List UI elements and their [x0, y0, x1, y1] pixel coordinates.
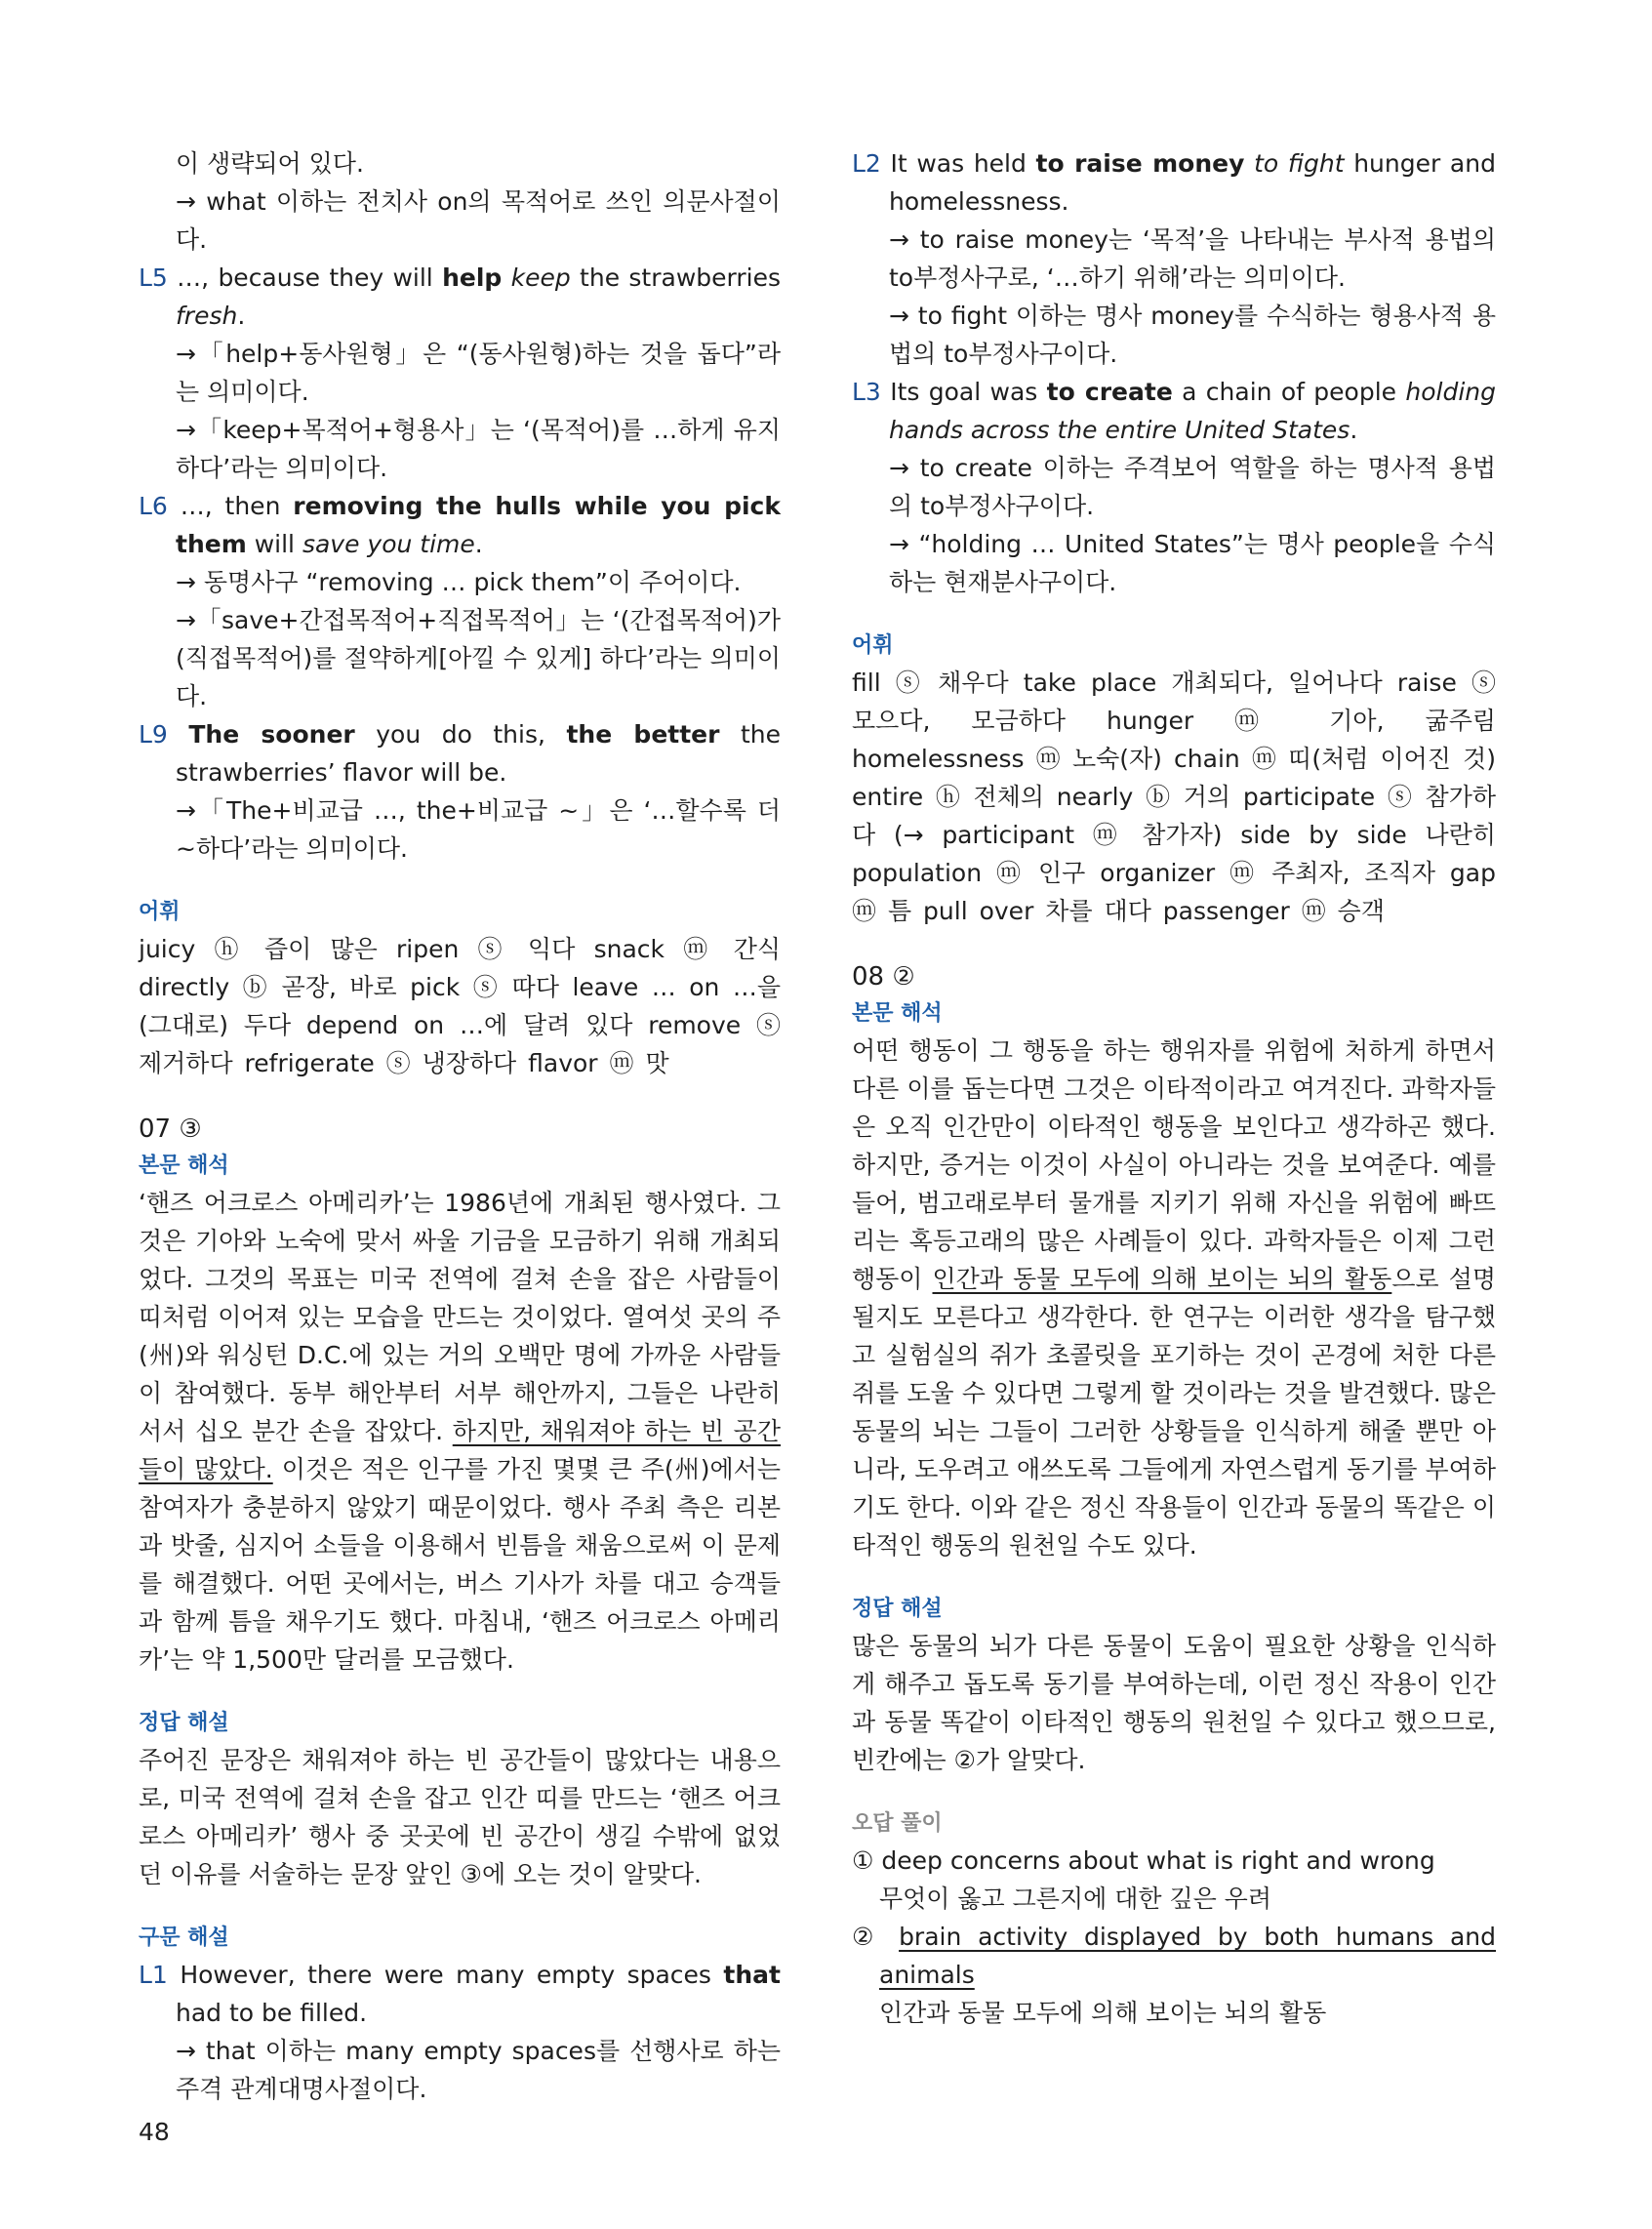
option-1-korean: 무엇이 옳고 그른지에 대한 깊은 우려	[879, 1885, 1271, 1913]
l4-continuation: 이 생략되어 있다.	[176, 149, 364, 178]
answer-heading: 정답 해설	[852, 1597, 943, 1621]
question-07-number: 07 ③	[139, 1114, 202, 1144]
line-label: L9	[139, 720, 168, 749]
vocab-list: juicy ⓗ 즙이 많은 ripen ⓢ 익다 snack ⓜ 간식 directly ⓑ 곧장, 바로 pick ⓢ 따다 leave … on …을 (그대로) 두다 depend on …에 달려 있다 remove ⓢ 제거하다 refrigerate ⓢ 냉장하다 flavor ⓜ 맛	[139, 935, 781, 1077]
l6-note-1: → 동명사구 “removing … pick them”이 주어이다.	[176, 568, 742, 596]
question-08-number: 08 ②	[852, 962, 915, 992]
l2-note-2: → to fight 이하는 명사 money를 수식하는 형용사적 용법의 to부정사구이다.	[889, 302, 1496, 368]
l3-note-2: → “holding … United States”는 명사 people을 수식하는 현재분사구이다.	[889, 530, 1496, 596]
wrong-answer-heading: 오답 풀이	[852, 1811, 943, 1836]
q07-answer-explanation: 주어진 문장은 채워져야 하는 빈 공간들이 많았다는 내용으로, 미국 전역에 걸쳐 손을 잡고 인간 띠를 만드는 ‘핸즈 어크로스 아메리카’ 행사 중 곳곳에 빈 공간이 생길 수밖에 없었던 이유를 서술하는 문장 앞인 ③에 오는 것이 알맞다.	[139, 1746, 781, 1888]
left-column	[139, 144, 781, 2108]
q08-answer-explanation: 많은 동물의 뇌가 다른 동물이 도움이 필요한 상황을 인식하게 해주고 돕도록 동기를 부여하는데, 이런 정신 작용이 인간과 동물 똑같이 이타적인 행동의 원천일 수 있다고 했으므로, 빈칸에는 ②가 알맞다.	[852, 1632, 1496, 1774]
l6-sentence: L6 …, then removing the hulls while you pick them will save you time.	[139, 492, 781, 558]
vocab-heading: 어휘	[852, 633, 894, 658]
option-1-english: deep concerns about what is right and wrong	[881, 1846, 1435, 1875]
l5-note-2: →「keep+목적어+형용사」는 ‘(목적어)를 …하게 유지하다’라는 의미이다.	[176, 416, 781, 482]
vocab-heading: 어휘	[139, 900, 181, 924]
translation-heading: 본문 해석	[139, 1154, 229, 1178]
l5-sentence: L5 …, because they will help keep the strawberries fresh.	[139, 263, 781, 330]
line-label: L1	[139, 1961, 168, 1989]
l3-sentence: L3 Its goal was to create a chain of people holding hands across the entire United States.	[852, 378, 1497, 444]
right-column	[852, 144, 1496, 2032]
l5-note-1: →「help+동사원형」은 “(동사원형)하는 것을 돕다”라는 의미이다.	[176, 340, 781, 406]
underlined-phrase: 인간과 동물 모두에 의해 보이는 뇌의 활동	[932, 1265, 1392, 1293]
l4-note: → what 이하는 전치사 on의 목적어로 쓰인 의문사절이다.	[176, 187, 781, 254]
option-2-number: ②	[852, 1923, 883, 1951]
vocab-list: fill ⓢ 채우다 take place 개최되다, 일어나다 raise ⓢ 모으다, 모금하다 hunger ⓜ 기아, 굶주림 homelessness ⓜ 노숙(자) chain ⓜ 띠(처럼 이어진 것) entire ⓗ 전체의 nearly ⓑ 거의 participate ⓢ 참가하다 (→ participant ⓜ 참가자) side by side 나란히 population ⓜ 인구 organizer ⓜ 주최자, 조직자 gap ⓜ 틈 pull over 차를 대다 passenger ⓜ 승객	[852, 669, 1496, 925]
page-number: 48	[139, 2118, 170, 2146]
line-label: L6	[139, 492, 168, 520]
line-label: L3	[852, 378, 881, 406]
option-1-number: ①	[852, 1846, 874, 1875]
translation-heading: 본문 해석	[852, 1001, 943, 1026]
option-1	[852, 1842, 1496, 1880]
q07-translation: ‘핸즈 어크로스 아메리카’는 1986년에 개최된 행사였다. 그것은 기아와 노숙에 맞서 싸울 기금을 모금하기 위해 개최되었다. 그것의 목표는 미국 전역에 걸쳐 손을 잡은 사람들이 띠처럼 이어져 있는 모습을 만드는 것이었다. 열여섯 곳의 주(州)와 워싱턴 D.C.에 있는 거의 오백만 명에 가까운 사람들이 참여했다. 동부 해안부터 서부 해안까지, 그들은 나란히 서서 십오 분간 손을 잡았다. 하지만, 채워져야 하는 빈 공간들이 많았다. 이것은 적은 인구를 가진 몇몇 큰 주(州)에서는 참여자가 충분하지 않았기 때문이었다. 행사 주최 측은 리본과 밧줄, 심지어 소들을 이용해서 빈틈을 채움으로써 이 문제를 해결했다. 어떤 곳에서는, 버스 기사가 차를 대고 승객들과 함께 틈을 채우기도 했다. 마침내, ‘핸즈 어크로스 아메리카’는 약 1,500만 달러를 모금했다.	[139, 1189, 781, 1674]
l9-note-1: →「The+비교급 …, the+비교급 ~」은 ‘…할수록 더 ~하다’라는 의미이다.	[176, 796, 781, 863]
l1-sentence: L1 However, there were many empty spaces that had to be filled.	[139, 1961, 781, 2027]
option-2	[852, 1918, 1496, 1994]
option-2-korean: 인간과 동물 모두에 의해 보이는 뇌의 활동	[879, 1999, 1327, 2027]
q08-translation: 어떤 행동이 그 행동을 하는 행위자를 위험에 처하게 하면서 다른 이를 돕는다면 그것은 이타적이라고 여겨진다. 과학자들은 오직 인간만이 이타적인 행동을 보인다고 생각하곤 했다. 하지만, 증거는 이것이 사실이 아니라는 것을 보여준다. 예를 들어, 범고래로부터 물개를 지키기 위해 자신을 위험에 빠뜨리는 혹등고래의 많은 사례들이 있다. 과학자들은 이제 그런 행동이 인간과 동물 모두에 의해 보이는 뇌의 활동으로 설명될지도 모른다고 생각한다. 한 연구는 이러한 생각을 탐구했고 실험실의 쥐가 초콜릿을 포기하는 것이 곤경에 처한 다른 쥐를 도울 수 있다면 그렇게 할 것이라는 것을 발견했다. 많은 동물의 뇌는 그들이 그러한 상황들을 인식하게 해줄 뿐만 아니라, 도우려고 애쓰도록 그들에게 자연스럽게 동기를 부여하기도 한다. 이와 같은 정신 작용들이 인간과 동물의 똑같은 이타적인 행동의 원천일 수도 있다.	[852, 1036, 1496, 1560]
answer-heading: 정답 해설	[139, 1711, 229, 1735]
l1-note-1: → that 이하는 many empty spaces를 선행사로 하는 주격 관계대명사절이다.	[176, 2037, 781, 2103]
l2-sentence: L2 It was held to raise money to fight hunger and homelessness.	[852, 149, 1496, 216]
line-label: L5	[139, 263, 168, 292]
underlined-sentence: 하지만, 채워져야 하는 빈 공간들이 많았다.	[139, 1417, 781, 1483]
l3-note-1: → to create 이하는 주격보어 역할을 하는 명사적 용법의 to부정사구이다.	[889, 454, 1496, 520]
l9-sentence: L9 The sooner you do this, the better the strawberries’ flavor will be.	[139, 720, 782, 787]
l2-note-1: → to raise money는 ‘목적’을 나타내는 부사적 용법의 to부정사구로, ‘…하기 위해’라는 의미이다.	[889, 225, 1496, 292]
l6-note-2: →「save+간접목적어+직접목적어」는 ‘(간접목적어)가 (직접목적어)를 절약하게[아낄 수 있게] 하다’라는 의미이다.	[176, 606, 781, 710]
option-2-english: brain activity displayed by both humans and animals	[879, 1923, 1496, 1989]
line-label: L2	[852, 149, 881, 178]
syntax-heading: 구문 해설	[139, 1925, 229, 1950]
